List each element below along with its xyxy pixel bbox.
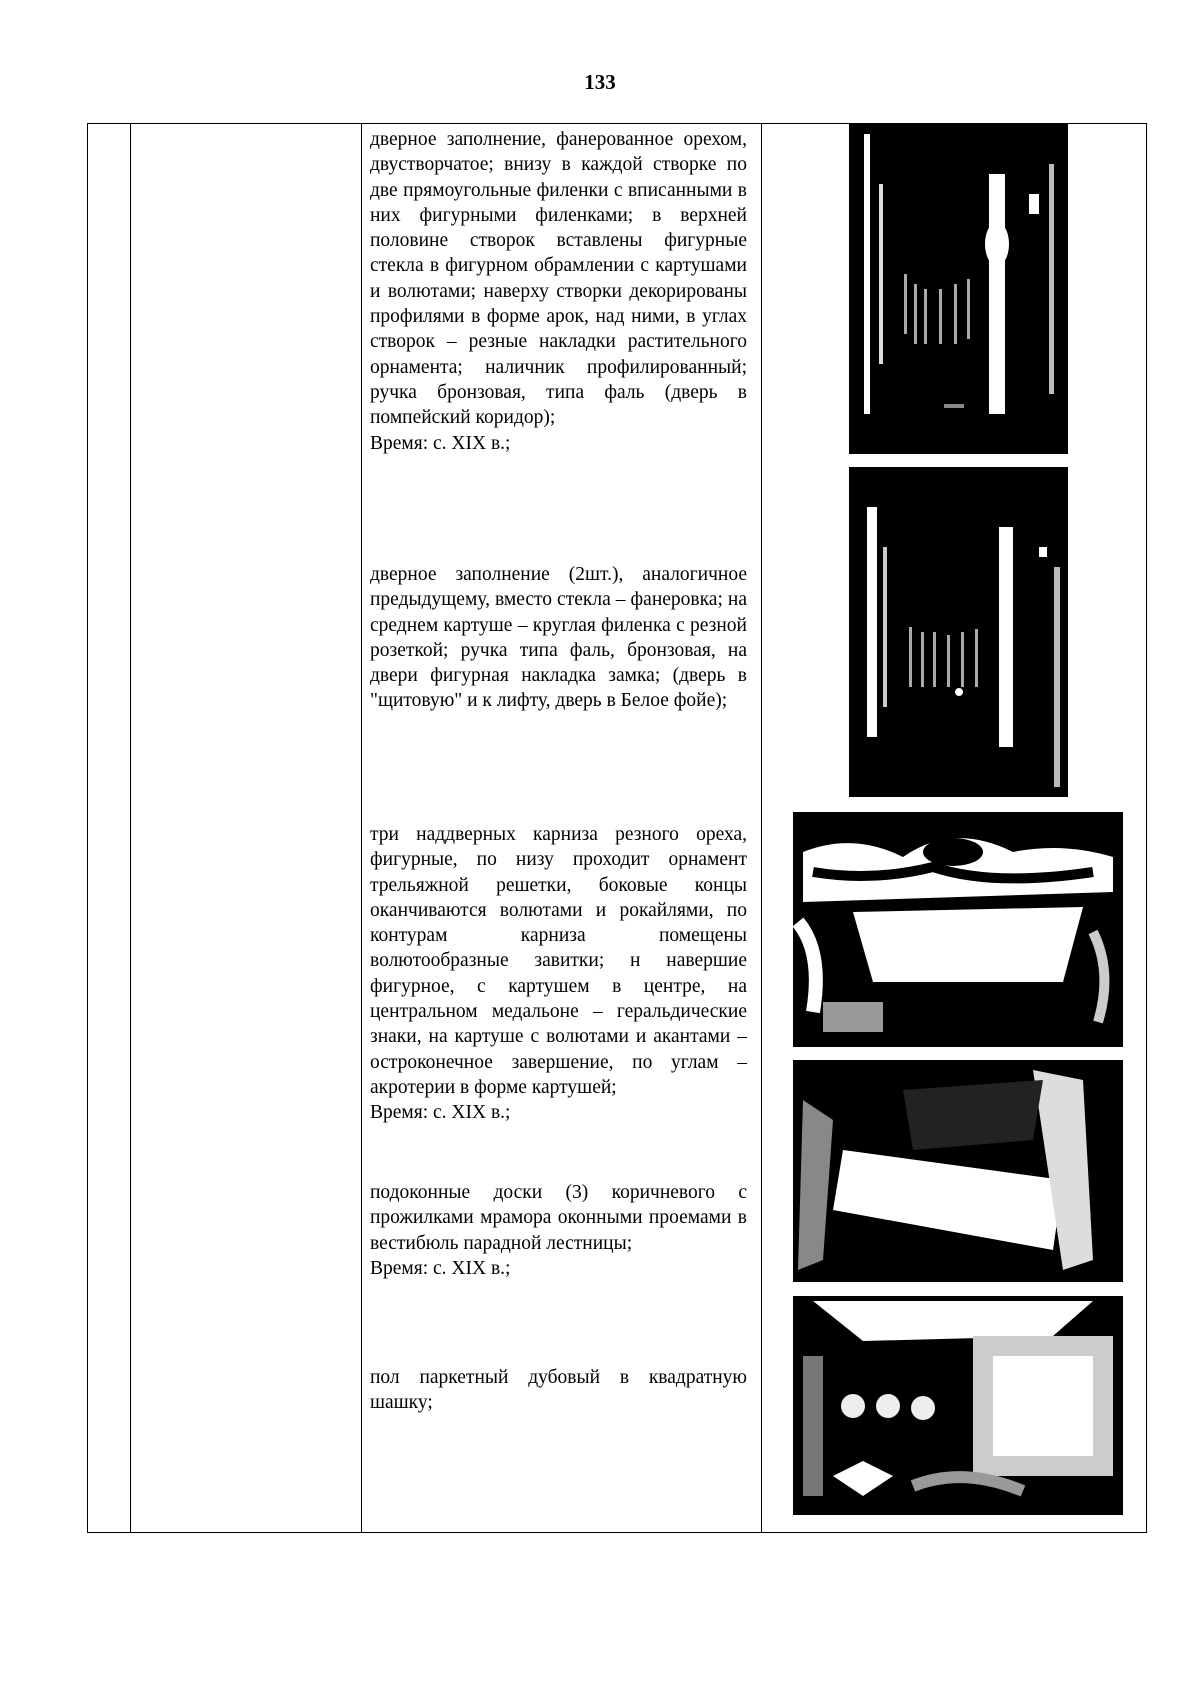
entry-time: Время: с. XIX в.;: [370, 1257, 511, 1279]
entry-text: подоконные доски (3) коричневого с прожилками мрамора оконными проемами в вестибюль парадной лестницы;: [370, 1182, 747, 1254]
entry-text: три наддверных карниза резного ореха, фигурные, по низу проходит орнамент трельяжной решетки, боковые концы оканчиваются волютами и рокайлями, по контурам карниза помещены волютообразные завитки; н навершие фигурное, с картушем в центре, на центральном медальоне – геральдические знаки, на картуше с волютами и акантами – остроконечное завершение, по углам – акротерии в форме картушей;: [370, 824, 747, 1098]
entry-text: пол паркетный дубовый в квадратную шашку;: [370, 1367, 747, 1414]
photo-hall-floor: [793, 1296, 1123, 1515]
photo-door-corridor-1: [849, 124, 1068, 454]
entry-description: [370, 127, 747, 456]
entry-description: [370, 562, 747, 714]
photo-door-corridor-2: [849, 467, 1068, 797]
entry-description: [370, 822, 747, 1126]
entry-text: дверное заполнение, фанерованное орехом, двустворчатое; внизу в каждой створке по две прямоугольные филенки с вписанными в них фигурными филенками; в верхней половине створок вставлены фигурные стекла в фигурном обрамлении с картушами и волютами; наверху створки декорированы профилями в форме арок, над ними, в углах створок – резные накладки растительного орнамента; наличник профилированный; ручка бронзовая, типа фаль (дверь в помпейский коридор);: [370, 129, 747, 429]
entry-time: Время: с. XIX в.;: [370, 432, 511, 454]
column-divider: [761, 124, 762, 1532]
page-number: 133: [584, 70, 616, 94]
photo-cornice: [793, 812, 1123, 1047]
column-divider: [361, 124, 362, 1532]
entry-text: дверное заполнение (2шт.), аналогичное предыдущему, вместо стекла – фанеровка; на среднем картуше – круглая филенка с резной розеткой; ручка типа фаль, бронзовая, на двери фигурная накладка замка; (дверь в "щитовую" и к лифту, дверь в Белое фойе);: [370, 564, 747, 712]
entry-time: Время: с. XIX в.;: [370, 1102, 511, 1124]
entry-description: [370, 1180, 747, 1281]
column-divider: [130, 124, 131, 1532]
photo-windowsill: [793, 1060, 1123, 1282]
entry-description: [370, 1365, 747, 1416]
